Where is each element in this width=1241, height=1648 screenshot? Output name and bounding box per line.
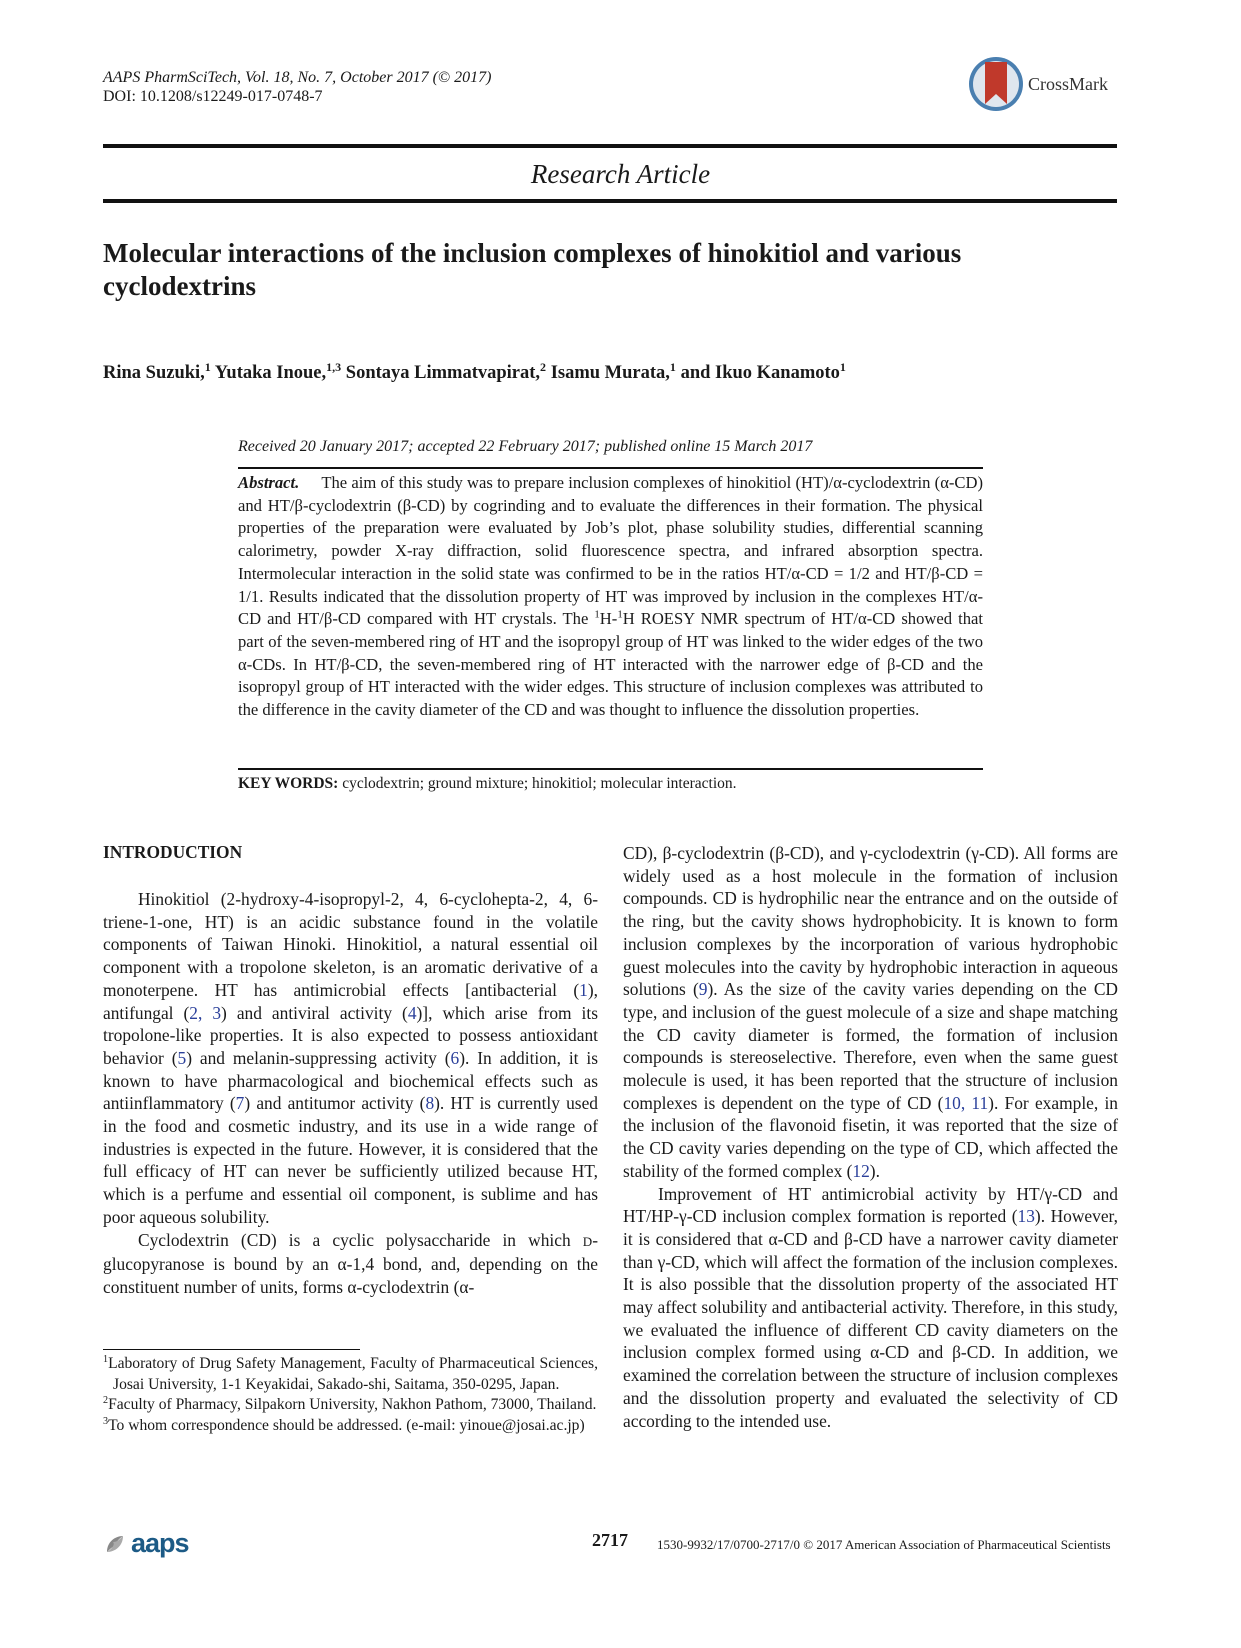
left-column	[103, 888, 598, 1299]
superscript: 2	[103, 1395, 109, 1406]
copyright-line: 1530-9932/17/0700-2717/0 © 2017 American Association of Pharmaceutical Scientists	[657, 1537, 1111, 1552]
text-run: ) and antitumor activity (	[244, 1093, 426, 1114]
author-affiliation: 2	[540, 359, 547, 374]
text-run: H ROESY NMR spectrum of HT/α-CD showed that part of the seven-membered ring of HT and the isopropyl group of HT was linked to the wider edges of the two α-CDs. In HT/β-CD, the seven-membered ring of HT interacted with the narrower edge of β-CD and the isopropyl group of HT interacted with the wider edges. This structure of inclusion complexes was attributed to the difference in the cavity diameter of the CD and was thought to influence the dissolution properties.	[238, 609, 983, 720]
paragraph	[623, 842, 1118, 1183]
crossmark-label: CrossMark	[1028, 73, 1108, 94]
author-affiliation: 1	[204, 359, 211, 374]
citation-link[interactable]: 6	[450, 1047, 460, 1068]
received-dates: Received 20 January 2017; accepted 22 February 2017; published online 15 March 2017	[238, 438, 813, 455]
aaps-swirl-icon	[103, 1532, 127, 1556]
text-run: ). In addition, it is known to have pharmacological and biochemical effects such as antiinflammatory (	[103, 1047, 598, 1114]
abstract-bottom-rule	[238, 768, 983, 770]
page-number: 2717	[592, 1530, 628, 1550]
paragraph	[103, 888, 598, 1229]
crossmark-icon	[968, 56, 1024, 112]
text-run: Hinokitiol (2-hydroxy-4-isopropyl-2, 4, 6-cyclohepta-2, 4, 6-triene-1-one, HT) is an acidic substance found in the volatile components of Taiwan Hinoki. Hinokitiol, a natural essential oil component with a tropolone skeleton, is an aromatic derivative of a monoterpene. HT has antimicrobial effects [antibacterial (	[103, 889, 598, 1000]
keywords	[238, 775, 737, 793]
text-run: ). HT is currently used in the food and cosmetic industry, and its use in a wide range of industries is expected in the future. However, it is considered that the full efficacy of HT can never be sufficiently utilized because HT, which is a perfume and essential oil component, is sublime and has poor aqueous solubility.	[103, 1093, 598, 1227]
text-run: ) and antiviral activity (	[221, 1002, 408, 1023]
author-name[interactable]: Rina Suzuki,	[103, 363, 205, 383]
text-run: Improvement of HT antimicrobial activity by HT/γ-CD and HT/HP-γ-CD inclusion complex formation is reported (	[623, 1183, 1118, 1227]
text-run: ). As the size of the cavity varies depending on the CD type, and inclusion of the guest molecule of a size and shape matching the CD cavity diameter is formed, the formation of inclusion compounds is stereoselective. Therefore, even when the same guest molecule is used, it has been reported that the structure of inclusion complexes is dependent on the type of CD (	[623, 979, 1118, 1113]
text-run: Faculty of Pharmacy, Silpakorn University, Nakhon Pathom, 73000, Thailand.	[108, 1396, 597, 1414]
author-affiliation: 1	[669, 359, 676, 374]
text-run: )], which arise from its tropolone-like properties. It is also expected to possess antioxidant behavior (	[103, 1002, 598, 1068]
top-rule	[103, 144, 1117, 148]
right-column	[623, 842, 1118, 1432]
footnote	[103, 1354, 598, 1395]
article-type: Research Article	[530, 159, 711, 189]
text-run: ) and melanin-suppressing activity (	[186, 1047, 451, 1068]
paragraph	[623, 1183, 1118, 1433]
journal-header	[103, 68, 491, 106]
footnotes	[103, 1354, 598, 1436]
citation-link[interactable]: 4	[407, 1002, 417, 1023]
small-caps: D	[582, 1233, 593, 1249]
citation-link[interactable]: 1	[579, 979, 588, 1000]
paper-title: Molecular interactions of the inclusion complexes of hinokitiol and various cyclodextrins	[103, 238, 962, 301]
footnote-rule	[103, 1349, 360, 1350]
text-run: Cyclodextrin (CD) is a cyclic polysaccharide in which	[138, 1229, 583, 1250]
superscript: 1	[594, 608, 600, 621]
aaps-logo-text: aaps	[131, 1528, 189, 1558]
paragraph	[103, 1229, 598, 1299]
text-run: -glucopyranose is bound by an α-1,4 bond, and, depending on the constituent number of units, forms α-cyclodextrin (α-	[103, 1229, 598, 1297]
text-run: H-	[599, 609, 618, 629]
abstract	[238, 472, 983, 722]
author-name[interactable]: Yutaka Inoue,	[210, 363, 327, 383]
text-run: Laboratory of Drug Safety Management, Faculty of Pharmaceutical Sciences, Josai University, 1-1 Keyakidai, Sakado-shi, Saitama, 350-0295, Japan.	[108, 1355, 598, 1393]
bottom-rule	[103, 199, 1117, 203]
text-run: To whom correspondence should be addressed. (e-mail: yinoue@josai.ac.jp)	[108, 1416, 585, 1434]
text-run: ). For example, in the inclusion of the flavonoid fisetin, it was reported that the size of the CD cavity varies depending on the type of CD, which affected the stability of the formed complex (	[623, 1092, 1118, 1181]
aaps-logo	[103, 1528, 189, 1559]
citation-link[interactable]: 10, 11	[943, 1092, 989, 1113]
text-run: ), antifungal (	[103, 979, 598, 1023]
author-affiliation: 1,3	[326, 359, 342, 374]
citation-link[interactable]: 8	[425, 1093, 435, 1114]
author-list	[103, 359, 846, 384]
doi[interactable]: DOI: 10.1208/s12249-017-0748-7	[103, 88, 323, 105]
superscript: 1	[617, 608, 623, 621]
superscript: 1	[103, 1353, 109, 1365]
keywords-label: KEY WORDS:	[238, 775, 339, 792]
author-name[interactable]: and Ikuo Kanamoto	[675, 363, 840, 383]
superscript: 3	[103, 1415, 109, 1427]
section-heading-introduction: INTRODUCTION	[103, 842, 243, 862]
author-affiliation: 1	[839, 359, 846, 374]
journal-citation: AAPS PharmSciTech, Vol. 18, No. 7, October 2017 (© 2017)	[103, 69, 492, 86]
citation-link[interactable]: 12	[852, 1160, 870, 1181]
crossmark-badge[interactable]	[968, 56, 1108, 112]
abstract-top-rule	[238, 467, 983, 469]
text-run: The aim of this study was to prepare inclusion complexes of hinokitiol (HT)/α-cyclodextrin (α-CD) and HT/β-cyclodextrin (β-CD) by cogrinding and to evaluate the differences in their formation. The physical properties of the preparation were evaluated by Job’s plot, phase solubility studies, differential scanning calorimetry, powder X-ray diffraction, solid fluorescence spectra, and infrared absorption spectra. Intermolecular interaction in the solid state was confirmed to be in the ratios HT/α-CD = 1/2 and HT/β-CD = 1/1. Results indicated that the dissolution property of HT was improved by inclusion in the complexes HT/α-CD and HT/β-CD compared with HT crystals. The	[238, 473, 983, 629]
footnote	[103, 1416, 598, 1437]
citation-link[interactable]: 7	[235, 1093, 245, 1114]
author-name[interactable]: Isamu Murata,	[546, 363, 670, 383]
citation-link[interactable]: 9	[698, 979, 708, 1000]
text-run: ).	[869, 1160, 880, 1181]
author-name[interactable]: Sontaya Limmatvapirat,	[341, 363, 541, 383]
text-run: ). However, it is considered that α-CD and β-CD have a narrower cavity diameter than γ-CD, which will affect the formation of the inclusion complexes. It is also possible that the dissolution property of the associated HT may affect solubility and antibacterial activity. Therefore, in this study, we evaluated the influence of different CD cavity diameters on the inclusion complex formed using α-CD and β-CD. In addition, we examined the correlation between the structure of inclusion complexes and the dissolution property and evaluated the selectivity of CD according to the intended use.	[623, 1206, 1118, 1431]
citation-link[interactable]: 13	[1017, 1206, 1035, 1227]
keywords-text: cyclodextrin; ground mixture; hinokitiol; molecular interaction.	[338, 775, 737, 792]
text-run: CD), β-cyclodextrin (β-CD), and γ-cyclodextrin (γ-CD). All forms are widely used as a host molecule in the formation of inclusion compounds. CD is hydrophilic near the entrance and on the outside of the ring, but the cavity shows hydrophobicity. It is known to form inclusion complexes by the incorporation of various hydrophobic guest molecules into the cavity by hydrophobic interaction in aqueous solutions (	[623, 843, 1118, 1000]
abstract-text	[238, 473, 983, 719]
citation-link[interactable]: 5	[177, 1047, 187, 1068]
abstract-label: Abstract.	[238, 473, 300, 492]
citation-link[interactable]: 2, 3	[189, 1002, 222, 1023]
footnote	[103, 1395, 598, 1416]
